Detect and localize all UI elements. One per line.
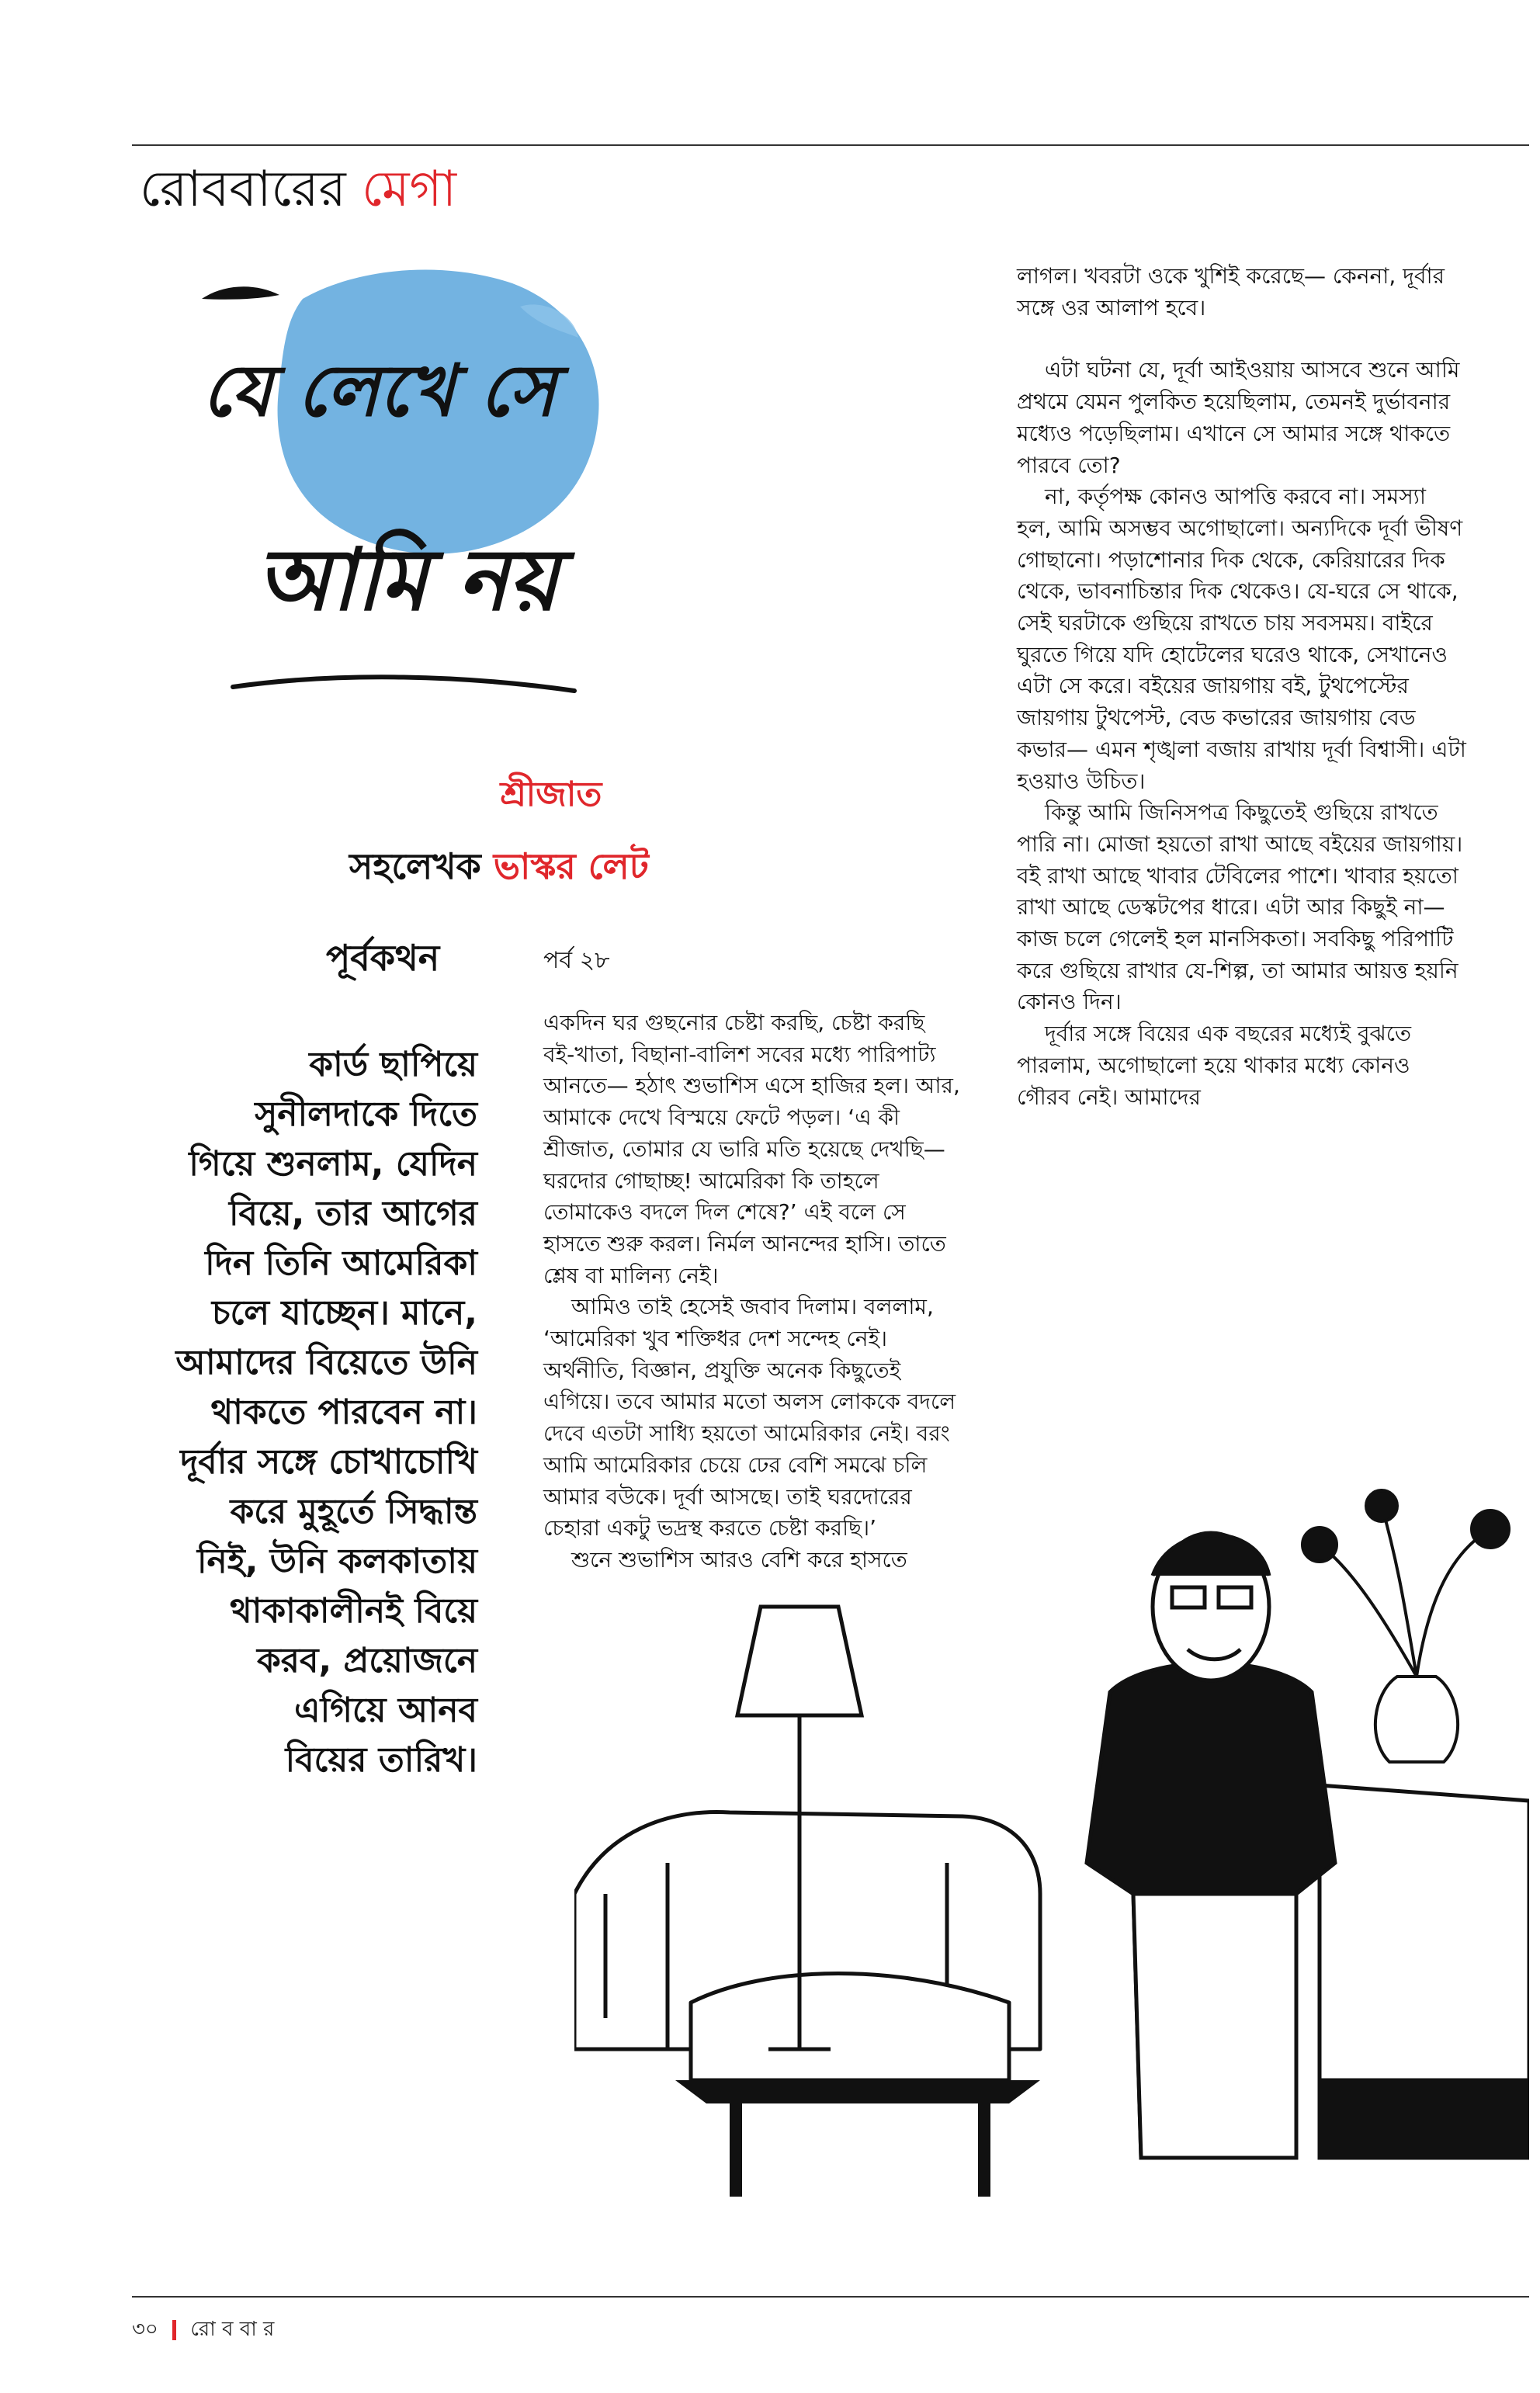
body-paragraph: লাগল। খবরটা ওকে খুশিই করেছে— কেননা, দূর্বার সঙ্গে ওর আলাপ হবে। — [1017, 263, 1445, 321]
section-header — [140, 161, 457, 218]
page-number: ৩০ — [132, 2318, 158, 2341]
pull-quote-line: গিয়ে শুনলাম, যেদিন — [189, 1144, 477, 1184]
body-paragraph: এটা ঘটনা যে, দূর্বা আইওয়ায় আসবে শুনে আমি প্রথমে যেমন পুলকিত হয়েছিলাম, তেমনই দুর্ভাবনার মধ্যেও পড়েছিলাম। এখানে সে আমার সঙ্গে থাকতে পারবে তো? — [1017, 357, 1460, 478]
title-underline-stroke — [233, 677, 574, 691]
pull-quote-line: চলে যাচ্ছেন। মানে, — [211, 1293, 477, 1333]
side-table-with-cloth — [1320, 1785, 1529, 2158]
pull-quote-line: থাকতে পারবেন না। — [210, 1392, 477, 1432]
pull-quote-line: আমাদের বিয়েতে উনি — [175, 1343, 477, 1382]
pull-quote-line: কার্ড ছাপিয়ে — [309, 1045, 477, 1084]
author-name: শ্রীজাত — [500, 775, 602, 814]
pull-quote-line: থাকাকালীনই বিয়ে — [230, 1591, 477, 1631]
footer-separator — [172, 2320, 176, 2340]
title-line-1: যে লেখে সে — [202, 349, 556, 432]
bottom-rule — [132, 2296, 1529, 2298]
body-paragraph: না, কর্তৃপক্ষ কোনও আপত্তি করবে না। সমস্যা হল, আমি অসম্ভব অগোছালো। অন্যদিকে দূর্বা ভীষণ গোছানো। পড়াশোনার দিক থেকে, কেরিয়ারের দিক থেকে, ভাবনাচিন্তার দিক থেকেও। যে-ঘরে সে থাকে, সেই ঘরটাকে গুছিয়ে রাখতে চায় সবসময়। বাইরে ঘুরতে গিয়ে যদি হোটেলের ঘরেও থাকে, সেখানেও এটা সে করে। বইয়ের জায়গায় বই, টুথপেস্টের জায়গায় টুথপেস্ট, বেড কভারের জায়গায় বেড কভার— এমন শৃঙ্খলা বজায় রাখায় দূর্বা বিশ্বাসী। এটা হওয়াও উচিত। — [1017, 484, 1466, 794]
pull-quote-line: নিই, উনি কলকাতায় — [196, 1542, 477, 1581]
pull-quote-line: দূর্বার সঙ্গে চোখাচোখি — [180, 1442, 477, 1482]
magazine-name: রো ব বা র — [190, 2318, 275, 2341]
coffee-table — [675, 2080, 1040, 2197]
feather-stroke — [202, 286, 279, 299]
header-accent: মেগা — [362, 161, 457, 218]
top-rule — [132, 144, 1529, 146]
header-prefix: রোববারের — [140, 161, 346, 218]
previously-label: পূর্বকথন — [326, 937, 440, 979]
body-paragraph: কিন্তু আমি জিনিসপত্র কিছুতেই গুছিয়ে রাখতে পারি না। মোজা হয়তো রাখা আছে বইয়ের জায়গায়। বই রাখা আছে খাবার টেবিলের পাশে। খাবার হয়তো রাখা আছে ডেস্কটপের ধারে। এটা আর কিছুই না— কাজ চলে গেলেই হল মানসিকতা। সবকিছু পরিপাটি করে গুছিয়ে রাখার যে-শিল্প, তা আমার আয়ত্ত হয়নি কোনও দিন। — [1017, 799, 1463, 1015]
body-column-right — [1017, 261, 1467, 1113]
pull-quote-line: সুনীলদাকে দিতে — [255, 1094, 477, 1134]
coauthor-name: ভাস্কর লেট — [493, 845, 649, 887]
illustration-man-with-vase — [574, 1459, 1529, 2204]
coauthor-line — [349, 840, 649, 899]
pull-quote-line: করব, প্রয়োজনে — [256, 1641, 477, 1680]
title-line-2: আমি নয় — [256, 529, 559, 629]
flower-vase — [1302, 1490, 1509, 1762]
body-paragraph: আমিও তাই হেসেই জবাব দিলাম। বললাম, ‘আমেরিকা খুব শক্তিধর দেশ সন্দেহ নেই। অর্থনীতি, বিজ্ঞান, প্রযুক্তি অনেক কিছুতেই এগিয়ে। তবে আমার মতো অলস লোককে বদলে দেবে এতটা সাধ্যি হয়তো আমেরিকার নেই। বরং আমি আমেরিকার চেয়ে ঢের বেশি সমঝে চলি আমার বউকে। দূর্বা আসছে। তাই ঘরদোরের চেহারা একটু ভদ্রস্থ করতে চেষ্টা করছি।’ — [543, 1294, 956, 1542]
body-paragraph: দূর্বার সঙ্গে বিয়ের এক বছরের মধ্যেই বুঝতে পারলাম, অগোছালো হয়ে থাকার মধ্যে কোনও গৌরব নেই। আমাদের — [1017, 1021, 1411, 1110]
episode-number: পর্ব ২৮ — [543, 947, 610, 974]
pull-quote-line: এগিয়ে আনব — [294, 1691, 477, 1730]
man-figure — [1087, 1533, 1335, 2158]
pull-quote-line: দিন তিনি আমেরিকা — [205, 1243, 477, 1283]
pull-quote-line: করে মুহূর্তে সিদ্ধান্ত — [230, 1492, 477, 1531]
title-artwork — [186, 252, 621, 734]
body-paragraph: শুনে শুভাশিস আরও বেশি করে হাসতে — [571, 1546, 907, 1573]
coauthor-label: সহলেখক — [349, 845, 481, 887]
sofa-drawing — [574, 1812, 1040, 2080]
body-paragraph: একদিন ঘর গুছনোর চেষ্টা করছি, চেষ্টা করছি বই-খাতা, বিছানা-বালিশ সবের মধ্যে পারিপাট্য আনতে— হঠাৎ শুভাশিস এসে হাজির হল। আর, আমাকে দেখে বিস্ময়ে ফেটে পড়ল। ‘এ কী শ্রীজাত, তোমার যে ভারি মতি হয়েছে দেখছি— ঘরদোর গোছাচ্ছ! আমেরিকা কি তাহলে তোমাকেও বদলে দিল শেষে?’ এই বলে সে হাসতে শুরু করল। নির্মল আনন্দের হাসি। তাতে শ্লেষ বা মালিন্য নেই। — [543, 1010, 960, 1288]
pull-quote-line: বিয়ের তারিখ। — [285, 1740, 477, 1780]
pull-quote-line: বিয়ে, তার আগের — [228, 1194, 477, 1233]
pull-quote — [132, 1040, 477, 1785]
page-footer — [132, 2313, 274, 2347]
